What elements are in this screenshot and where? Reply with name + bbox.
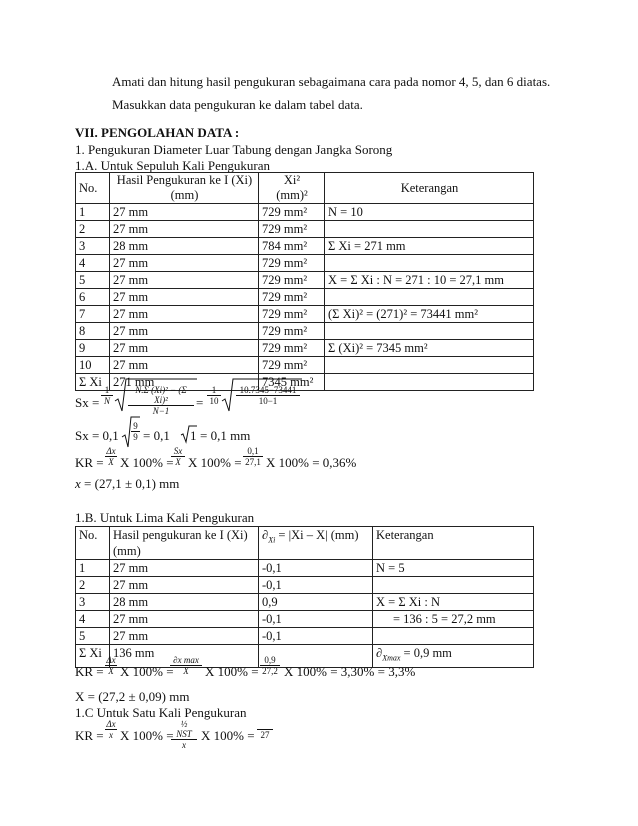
table-row bbox=[76, 306, 534, 323]
header-keterangan: Keterangan bbox=[373, 527, 534, 560]
cell-xi: 27 mm bbox=[110, 340, 259, 357]
frac-den: X bbox=[108, 666, 114, 676]
fraction-dx-over-x bbox=[105, 446, 117, 468]
cell-delta: 0,9 bbox=[259, 594, 373, 611]
frac-num: ∂x max bbox=[170, 655, 202, 666]
header-xi2-line1: Xi² bbox=[283, 173, 301, 187]
cell-keterangan: X = Σ Xi : N = 271 : 10 = 27,1 mm bbox=[325, 272, 534, 289]
kr-x100-b: X 100% = bbox=[201, 728, 255, 743]
kr-x100-a: X 100% = bbox=[120, 664, 174, 679]
table-row bbox=[76, 357, 534, 374]
cell-no: 9 bbox=[76, 340, 110, 357]
cell-no: 8 bbox=[76, 323, 110, 340]
header-delta bbox=[259, 527, 373, 560]
header-keterangan: Keterangan bbox=[325, 173, 534, 204]
fraction-01-over-271 bbox=[243, 446, 263, 468]
table-row bbox=[76, 221, 534, 238]
fraction-numeric bbox=[236, 385, 300, 407]
header-xi2 bbox=[259, 173, 325, 204]
cell-no: 4 bbox=[76, 255, 110, 272]
frac-num: Δx bbox=[106, 655, 116, 665]
table-row bbox=[76, 611, 534, 628]
cell-total-label: Σ Xi bbox=[76, 645, 110, 668]
subsection-1a-title: 1.A. Untuk Sepuluh Kali Pengukuran bbox=[75, 158, 270, 173]
cell-xi: 27 mm bbox=[110, 272, 259, 289]
table-row bbox=[76, 594, 534, 611]
frac-den: 27,1 bbox=[245, 457, 261, 467]
cell-keterangan: N = 10 bbox=[325, 204, 534, 221]
max-delta-value: = 0,9 mm bbox=[400, 646, 452, 660]
cell-xi: 27 mm bbox=[110, 221, 259, 238]
cell-keterangan: N = 5 bbox=[373, 560, 534, 577]
fraction-dx-over-x bbox=[105, 655, 117, 677]
cell-total-xi2: 7345 mm² bbox=[259, 374, 325, 391]
table-row bbox=[76, 560, 534, 577]
cell-delta: -0,1 bbox=[259, 560, 373, 577]
frac-den: x bbox=[109, 730, 113, 740]
fraction-dxmax-over-x bbox=[170, 655, 202, 677]
fraction-dx-over-x bbox=[105, 719, 117, 741]
cell-keterangan: (Σ Xi)² = (271)² = 73441 mm² bbox=[325, 306, 534, 323]
frac-num: N.Σ (Xi)² − (Σ Xi)² bbox=[128, 385, 194, 406]
table-row bbox=[76, 204, 534, 221]
frac-num: 9 bbox=[131, 421, 140, 432]
cell-delta: -0,1 bbox=[259, 628, 373, 645]
cell-total-xi: 136 mm bbox=[110, 645, 259, 668]
frac-num: 10.7345−73441 bbox=[236, 385, 300, 396]
frac-num: Δx bbox=[106, 719, 116, 729]
cell-xi2: 729 mm² bbox=[259, 289, 325, 306]
cell-xi: 28 mm bbox=[110, 594, 259, 611]
fraction-09-over-272 bbox=[260, 655, 280, 677]
subsection-1-title: 1. Pengukuran Diameter Luar Tabung dengan Jangka Sorong bbox=[75, 142, 393, 157]
cell-keterangan bbox=[325, 357, 534, 374]
table-row bbox=[76, 577, 534, 594]
cell-keterangan: Σ Xi = 271 mm bbox=[325, 238, 534, 255]
frac-den: N−1 bbox=[152, 406, 170, 416]
header-hasil-line2: (mm) bbox=[113, 544, 141, 558]
cell-xi2: 729 mm² bbox=[259, 204, 325, 221]
cell-keterangan bbox=[325, 221, 534, 238]
table-row bbox=[76, 272, 534, 289]
cell-no: 4 bbox=[76, 611, 110, 628]
sx-label: Sx = bbox=[75, 395, 100, 410]
header-hasil bbox=[110, 527, 259, 560]
kr-end: X 100% = 0,36% bbox=[266, 455, 357, 470]
cell-no: 7 bbox=[76, 306, 110, 323]
equals-sign: = bbox=[196, 395, 204, 410]
frac-num: 1 bbox=[207, 385, 221, 396]
subsection-1c-title: 1.C Untuk Satu Kali Pengukuran bbox=[75, 705, 247, 720]
cell-no: 5 bbox=[76, 628, 110, 645]
frac-den: x bbox=[182, 740, 186, 750]
cell-xi: 27 mm bbox=[110, 255, 259, 272]
cell-no: 3 bbox=[76, 238, 110, 255]
cell-delta: -0,1 bbox=[259, 577, 373, 594]
cell-keterangan bbox=[325, 323, 534, 340]
cell-xi2: 729 mm² bbox=[259, 340, 325, 357]
cell-xi2: 729 mm² bbox=[259, 357, 325, 374]
frac-den: N bbox=[103, 396, 110, 406]
sx-result-one: 1 bbox=[190, 428, 197, 443]
cell-keterangan: Σ (Xi)² = 7345 mm² bbox=[325, 340, 534, 357]
frac-num bbox=[257, 719, 273, 730]
x-result-line-2: X = (27,2 ± 0,09) mm bbox=[75, 689, 190, 704]
fraction-sx-over-x bbox=[171, 446, 185, 468]
cell-no: 1 bbox=[76, 560, 110, 577]
cell-xi: 27 mm bbox=[110, 289, 259, 306]
cell-no: 2 bbox=[76, 577, 110, 594]
header-no: No. bbox=[76, 173, 110, 204]
frac-den: 10 bbox=[209, 396, 219, 406]
cell-keterangan bbox=[373, 577, 534, 594]
cell-xi2: 729 mm² bbox=[259, 221, 325, 238]
cell-no: 10 bbox=[76, 357, 110, 374]
cell-no: 5 bbox=[76, 272, 110, 289]
intro-line-2: Masukkan data pengukuran ke dalam tabel data. bbox=[112, 97, 363, 112]
kr-x100-a: X 100% = bbox=[120, 455, 174, 470]
cell-xi2: 729 mm² bbox=[259, 272, 325, 289]
fraction-9-over-9 bbox=[131, 421, 140, 443]
cell-keterangan bbox=[373, 628, 534, 645]
table-header-row bbox=[76, 527, 534, 560]
fraction-halfnst-over-x bbox=[171, 719, 197, 751]
sx-result-end: = 0,1 mm bbox=[200, 428, 251, 443]
kr-label: KR = bbox=[75, 664, 104, 679]
cell-no: 6 bbox=[76, 289, 110, 306]
fraction-blank-over-27 bbox=[257, 719, 273, 741]
x-result-line-1 bbox=[75, 476, 179, 491]
sx-result-mid: = 0,1 bbox=[143, 428, 170, 443]
kr-x100-b: X 100% = bbox=[188, 455, 242, 470]
frac-num: ½ NST bbox=[171, 719, 197, 740]
cell-keterangan bbox=[325, 374, 534, 391]
x-variable: x bbox=[75, 476, 81, 491]
cell-keterangan: = 136 : 5 = 27,2 mm bbox=[373, 611, 534, 628]
table-row bbox=[76, 289, 534, 306]
header-hasil-line1: Hasil Pengukuran ke I (Xi) bbox=[116, 173, 253, 187]
frac-num: 0,1 bbox=[243, 446, 263, 457]
kr-end: X 100% = 3,30% = 3,3% bbox=[284, 664, 416, 679]
table-row bbox=[76, 628, 534, 645]
cell-no: 3 bbox=[76, 594, 110, 611]
cell-xi: 27 mm bbox=[110, 560, 259, 577]
measurement-table-5 bbox=[75, 526, 534, 668]
delta-header-text: = |Xi – X| (mm) bbox=[275, 528, 359, 542]
cell-xi2: 729 mm² bbox=[259, 306, 325, 323]
header-hasil bbox=[110, 173, 259, 204]
cell-xi: 27 mm bbox=[110, 577, 259, 594]
cell-xi: 27 mm bbox=[110, 204, 259, 221]
section-title: VII. PENGOLAHAN DATA : bbox=[75, 125, 240, 140]
kr-label: KR = bbox=[75, 728, 104, 743]
cell-xi: 27 mm bbox=[110, 357, 259, 374]
header-hasil-line1: Hasil pengukuran ke I (Xi) bbox=[113, 528, 248, 542]
frac-den: 27 bbox=[260, 730, 270, 740]
header-xi2-line2: (mm)² bbox=[276, 188, 308, 202]
fraction-1-over-10 bbox=[207, 385, 221, 407]
delta-symbol: ∂ bbox=[376, 646, 383, 660]
x-result-value: = (27,1 ± 0,1) mm bbox=[84, 476, 180, 491]
sx-result-prefix: Sx = 0,1 bbox=[75, 428, 119, 443]
frac-den: 9 bbox=[133, 432, 138, 442]
table-row bbox=[76, 238, 534, 255]
table-header-row bbox=[76, 173, 534, 204]
fraction-sx-main bbox=[128, 385, 194, 417]
frac-num: Δx bbox=[106, 446, 116, 456]
delta-subscript: Xmax bbox=[382, 653, 401, 663]
cell-xi2: 784 mm² bbox=[259, 238, 325, 255]
cell-xi: 27 mm bbox=[110, 611, 259, 628]
table-row bbox=[76, 340, 534, 357]
intro-line-1: Amati dan hitung hasil pengukuran sebagaimana cara pada nomor 4, 5, dan 6 diatas. bbox=[112, 74, 551, 89]
header-hasil-line2: (mm) bbox=[170, 188, 199, 202]
delta-subscript: Xi bbox=[268, 535, 276, 545]
cell-keterangan: X = Σ Xi : N bbox=[373, 594, 534, 611]
cell-no: 1 bbox=[76, 204, 110, 221]
kr-x100-a: X 100% = bbox=[120, 728, 174, 743]
kr-label: KR = bbox=[75, 455, 104, 470]
frac-den: 10−1 bbox=[258, 396, 278, 406]
table-row bbox=[76, 255, 534, 272]
frac-den: X bbox=[108, 457, 114, 467]
frac-den: 27,2 bbox=[262, 666, 278, 676]
table-row bbox=[76, 323, 534, 340]
measurement-table-10 bbox=[75, 172, 534, 391]
header-no: No. bbox=[76, 527, 110, 560]
cell-total-xi: 271 mm bbox=[110, 374, 259, 391]
cell-delta: -0,1 bbox=[259, 611, 373, 628]
kr-x100-b: X 100% = bbox=[205, 664, 259, 679]
frac-num: 1 bbox=[101, 385, 113, 396]
cell-keterangan bbox=[325, 289, 534, 306]
cell-xi: 27 mm bbox=[110, 323, 259, 340]
frac-num: 0,9 bbox=[260, 655, 280, 666]
cell-keterangan bbox=[325, 255, 534, 272]
cell-xi: 27 mm bbox=[110, 306, 259, 323]
cell-xi: 27 mm bbox=[110, 628, 259, 645]
cell-no: 2 bbox=[76, 221, 110, 238]
frac-num: Sx bbox=[171, 446, 185, 457]
fraction-1-over-n bbox=[101, 385, 113, 407]
frac-den: X bbox=[175, 457, 181, 467]
cell-total-label: Σ Xi bbox=[76, 374, 110, 391]
frac-den: X bbox=[183, 666, 189, 676]
cell-xi2: 729 mm² bbox=[259, 323, 325, 340]
cell-xi2: 729 mm² bbox=[259, 255, 325, 272]
cell-xi: 28 mm bbox=[110, 238, 259, 255]
subsection-1b-title: 1.B. Untuk Lima Kali Pengukuran bbox=[75, 510, 255, 525]
delta-symbol: ∂ bbox=[262, 528, 269, 542]
